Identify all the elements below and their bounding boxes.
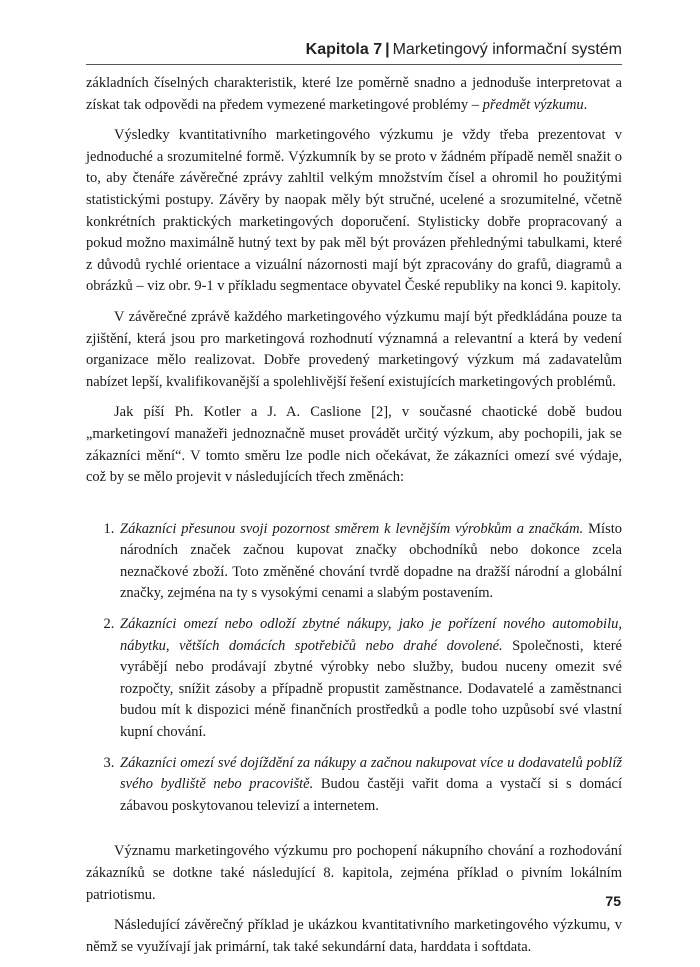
paragraph-2: Výsledky kvantitativního marketingového výzkumu je vždy třeba prezentovat v jednoduché a srozumitelné formě. Výzkumník by se proto v žádném případě neměl snažit o to, aby čtenáře závěrečné zprávy zahltil velkým množstvím čísel a ohromil ho použitými statistickými postupy. Závěry by naopak měly být stručné, ucelené a srozumitelné, včetně konkrétních praktických marketingových doporučení. Stylisticky dobře propracovaný a pokud možno maximálně hutný text by pak měl být provázen přehlednými tabulkami, které z důvodů rychlé orientace a vizuální názornosti mají být zpracovány do grafů, diagramů a obrázků – viz obr. 9-1 v příkladu segmentace obyvatel České republiky na konci 9. kapitoly. bbox=[86, 127, 622, 295]
running-header bbox=[86, 40, 622, 60]
paragraph-5: Významu marketingového výzkumu pro pochopení nákupního chování a rozhodování zákazníků se dotkne také následující 8. kapitola, zejména příklad o pivním lokálním patriotismu. bbox=[86, 843, 622, 903]
list-item: 3. Zákazníci omezí své dojíždění za nákupy a začnou nakupovat více u dodavatelů poblíž svého bydliště nebo pracoviště. Budou častěji vařit doma a vystačí si s domácí zábavou poskytovanou televizí a internetem. bbox=[118, 753, 622, 818]
body-text bbox=[86, 73, 622, 967]
header-separator: | bbox=[385, 41, 390, 58]
changes-list bbox=[86, 519, 622, 818]
page-number: 75 bbox=[605, 893, 621, 909]
paragraph-3: V závěrečné zprávě každého marketingového výzkumu mají být předkládána pouze ta zjištění, která jsou pro marketingová rozhodnutí významná a relevantní a která by vedení organizace mělo realizovat. Dobře provedený marketingový výzkum má zadavatelům nabízet lepší, kvalifikovanější a spolehlivější řešení existujících marketingových problémů. bbox=[86, 308, 622, 390]
paragraph-6: Následující závěrečný příklad je ukázkou kvantitativního marketingového výzkumu, v němž se využívají jak primární, tak také sekundární data, harddata i softdata. bbox=[86, 917, 622, 955]
chapter-label: Kapitola 7 bbox=[305, 41, 383, 58]
header-rule bbox=[86, 64, 622, 65]
paragraph-4: Jak píší Ph. Kotler a J. A. Caslione [2], v současné chaotické době budou „marketingoví manažeři jednoznačně muset provádět určitý výzkum, aby pochopili, jak se zákazníci mění“. V tomto směru lze podle nich očekávat, že zákazníci omezí své výdaje, což by se mělo projevit v následujících třech změnách: bbox=[86, 404, 622, 486]
list-item: 2. Zákazníci omezí nebo odloží zbytné nákupy, jako je pořízení nového automobilu, nábytku, větších domácích spotřebičů nebo drahé dovolené. Společnosti, které vyrábějí nebo prodávají zbytné výrobky nebo služby, budou nuceny omezit své rozpočty, snížit zásoby a případně propustit zaměstnance. Dodavatelé a zaměstnanci budou mít k dispozici méně finančních prostředků a podle toho uzpůsobí své vlastní kupní chování. bbox=[118, 614, 622, 744]
list-item: 1. Zákazníci přesunou svoji pozornost směrem k levnějším výrobkům a značkám. Místo národních značek začnou kupovat značky obchodníků nebo dokonce zcela neznačkové zboží. Toto změněné chování tvrdě dopadne na dražší národní a globální značky, zejména na ty s vysokými cenami a slabým postavením. bbox=[118, 519, 622, 605]
emphasis-research-subject: předmět výzkumu bbox=[482, 96, 584, 113]
paragraph-1: základních číselných charakteristik, které lze poměrně snadno a jednoduše interpretovat a získat tak odpovědi na předem vymezené marketingové problémy – předmět výzkumu. bbox=[86, 75, 622, 113]
chapter-title: Marketingový informační systém bbox=[392, 41, 622, 58]
